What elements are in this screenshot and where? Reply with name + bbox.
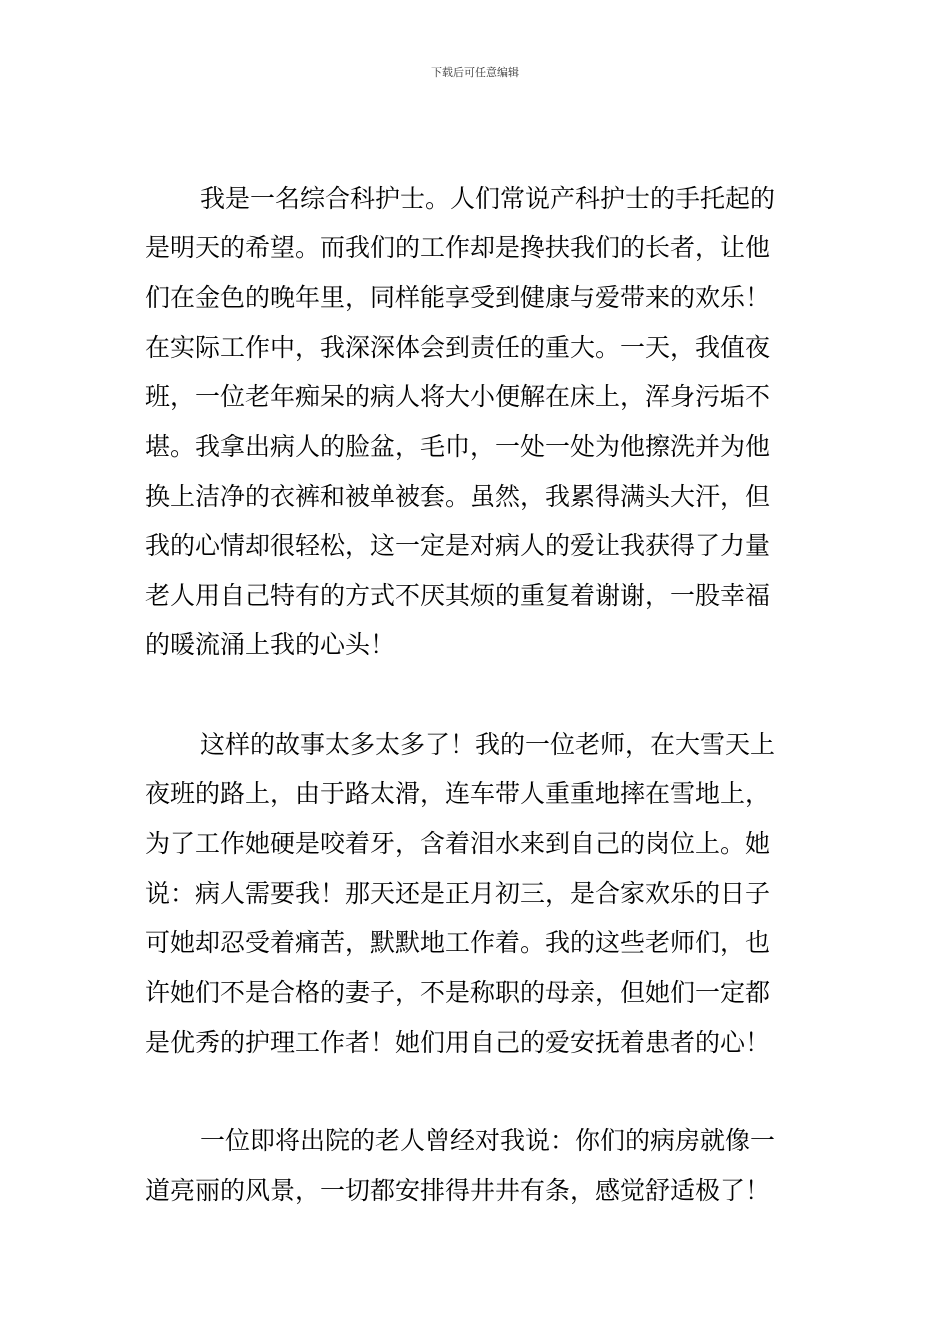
paragraph-line: 为了工作她硬是咬着牙，含着泪水来到自己的岗位上。她 xyxy=(145,829,771,858)
paragraph-line: 我是一名综合科护士。人们常说产科护士的手托起的 xyxy=(200,184,776,213)
paragraph-line: 这样的故事太多太多了！我的一位老师，在大雪天上 xyxy=(200,730,776,759)
paragraph-line: 我的心情却很轻松，这一定是对病人的爱让我获得了力量 xyxy=(145,531,771,560)
paragraph-line: 是明天的希望。而我们的工作却是搀扶我们的长者，让他 xyxy=(145,233,771,262)
paragraph-line: 夜班的路上，由于路太滑，连车带人重重地摔在雪地上， xyxy=(145,779,771,808)
paragraph-line: 老人用自己特有的方式不厌其烦的重复着谢谢，一股幸福 xyxy=(145,581,771,610)
paragraph-line: 道亮丽的风景，一切都安排得井井有条，感觉舒适极了！ xyxy=(145,1176,771,1205)
paragraph-line: 换上洁净的衣裤和被单被套。虽然，我累得满头大汗，但 xyxy=(145,482,771,511)
download-note: 下载后可任意编辑 xyxy=(431,66,519,79)
paragraph-line: 一位即将出院的老人曾经对我说：你们的病房就像一 xyxy=(200,1126,776,1155)
paragraph-line: 们在金色的晚年里，同样能享受到健康与爱带来的欢乐！ xyxy=(145,283,771,312)
paragraph-line: 可她却忍受着痛苦，默默地工作着。我的这些老师们，也 xyxy=(145,928,771,957)
paragraph-line: 堪。我拿出病人的脸盆，毛巾，一处一处为他擦洗并为他 xyxy=(145,432,771,461)
paragraph-line: 许她们不是合格的妻子，不是称职的母亲，但她们一定都 xyxy=(145,978,771,1007)
paragraph-line: 在实际工作中，我深深体会到责任的重大。一天，我值夜 xyxy=(145,333,771,362)
paragraph-line: 的暖流涌上我的心头！ xyxy=(145,630,396,659)
paragraph-line: 是优秀的护理工作者！她们用自己的爱安抚着患者的心！ xyxy=(145,1028,771,1057)
paragraph-line: 班，一位老年痴呆的病人将大小便解在床上，浑身污垢不 xyxy=(145,382,771,411)
paragraph-line: 说：病人需要我！那天还是正月初三，是合家欢乐的日子 xyxy=(145,879,771,908)
